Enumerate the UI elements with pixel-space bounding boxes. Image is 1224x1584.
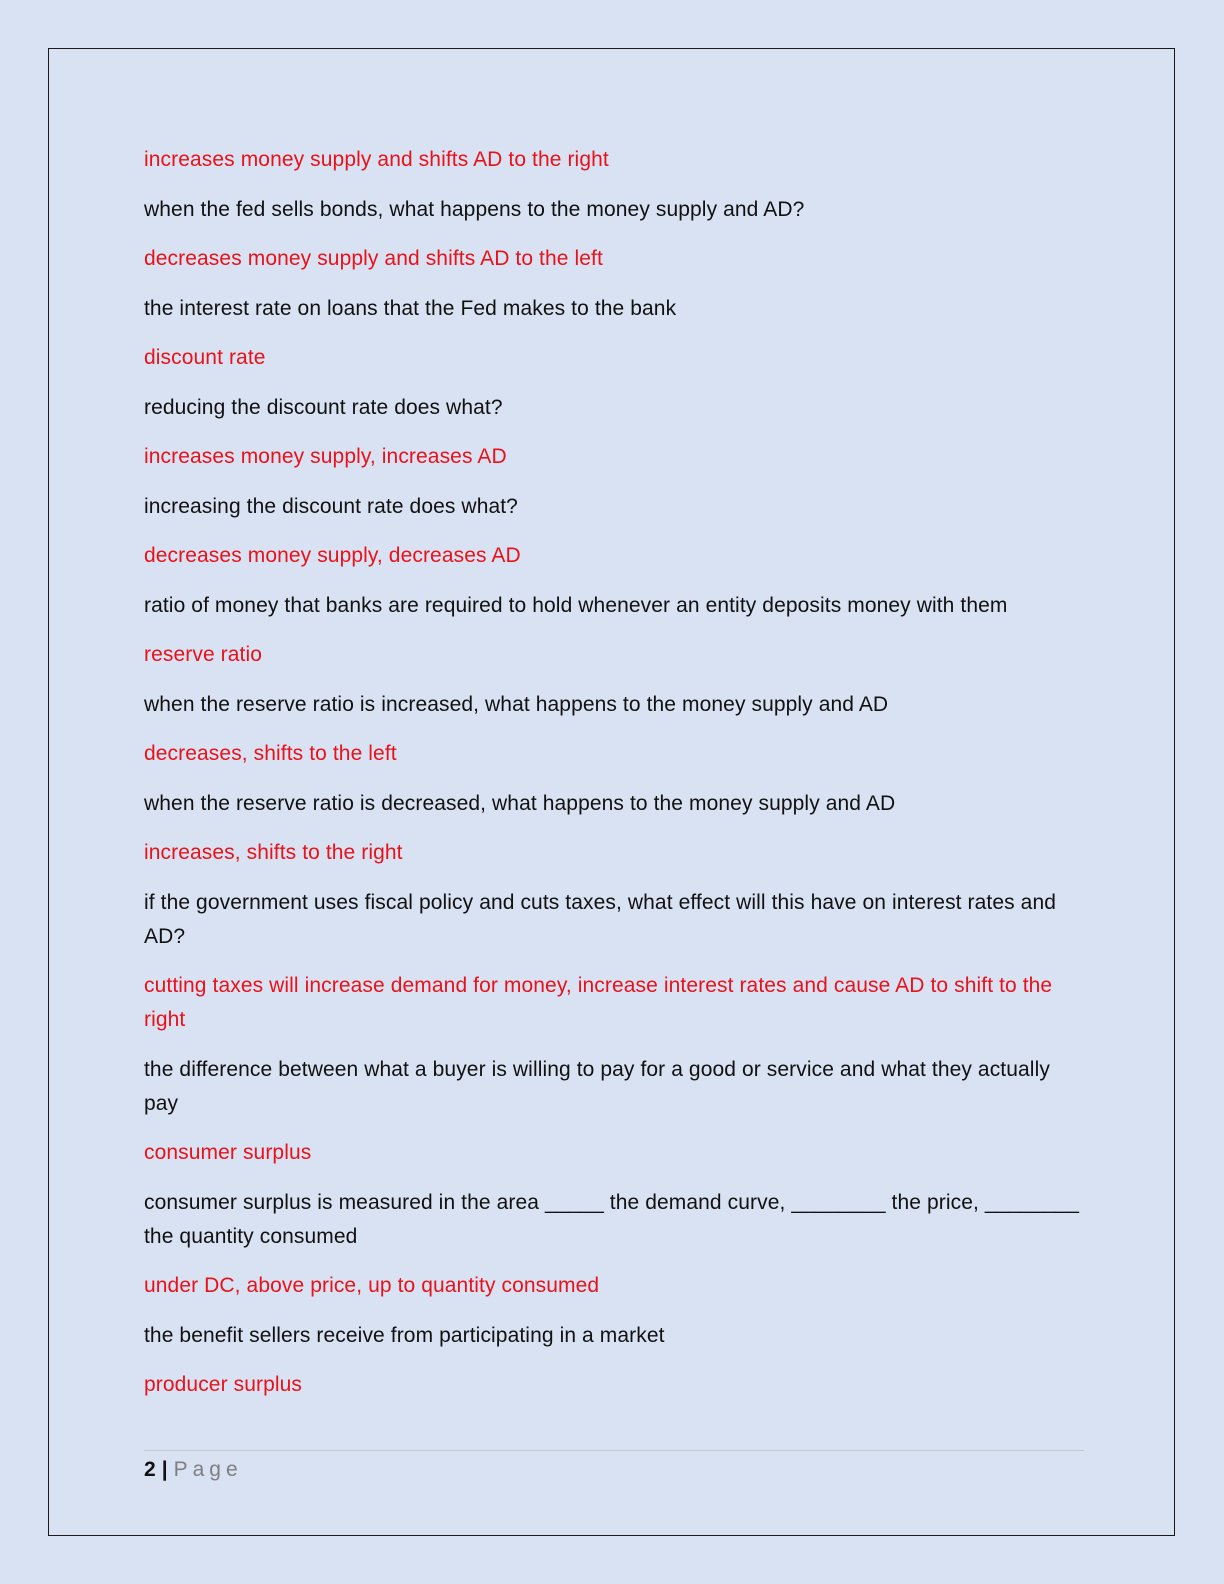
question-line: increasing the discount rate does what?	[144, 494, 518, 518]
answer-line: increases money supply, increases AD	[144, 445, 507, 468]
page-number: 2	[144, 1458, 156, 1481]
question-line: when the fed sells bonds, what happens to the money supply and AD?	[144, 197, 805, 221]
footer-separator: |	[161, 1458, 168, 1481]
answer-line: increases, shifts to the right	[144, 841, 403, 864]
answer-line: cutting taxes will increase demand for money, increase interest rates and cause AD to shift to the right	[144, 974, 1053, 1031]
question-line: when the reserve ratio is increased, what happens to the money supply and AD	[144, 692, 889, 716]
question-line: the interest rate on loans that the Fed makes to the bank	[144, 296, 677, 320]
answer-line: discount rate	[144, 346, 266, 369]
page-label: Page	[173, 1458, 243, 1481]
answer-line: consumer surplus	[144, 1141, 312, 1164]
question-line: when the reserve ratio is decreased, what happens to the money supply and AD	[144, 791, 896, 815]
answer-line: decreases money supply and shifts AD to the left	[144, 247, 603, 270]
question-line: the difference between what a buyer is willing to pay for a good or service and what they actually pay	[144, 1057, 1050, 1115]
question-line: consumer surplus is measured in the area _____ the demand curve, ________ the price, ________ the quantity consumed	[144, 1190, 1080, 1248]
answer-line: decreases, shifts to the left	[144, 742, 397, 765]
answer-line: producer surplus	[144, 1373, 303, 1396]
page-footer	[144, 1456, 243, 1484]
answer-line: under DC, above price, up to quantity consumed	[144, 1274, 600, 1297]
document-body	[144, 143, 1084, 1418]
question-line: if the government uses fiscal policy and cuts taxes, what effect will this have on interest rates and AD?	[144, 890, 1057, 948]
question-line: the benefit sellers receive from participating in a market	[144, 1323, 665, 1347]
answer-line: increases money supply and shifts AD to the right	[144, 148, 609, 171]
answer-line: decreases money supply, decreases AD	[144, 544, 521, 567]
footer-divider	[144, 1450, 1084, 1451]
question-line: reducing the discount rate does what?	[144, 395, 503, 419]
question-line: ratio of money that banks are required to hold whenever an entity deposits money with them	[144, 593, 1008, 617]
answer-line: reserve ratio	[144, 643, 263, 666]
